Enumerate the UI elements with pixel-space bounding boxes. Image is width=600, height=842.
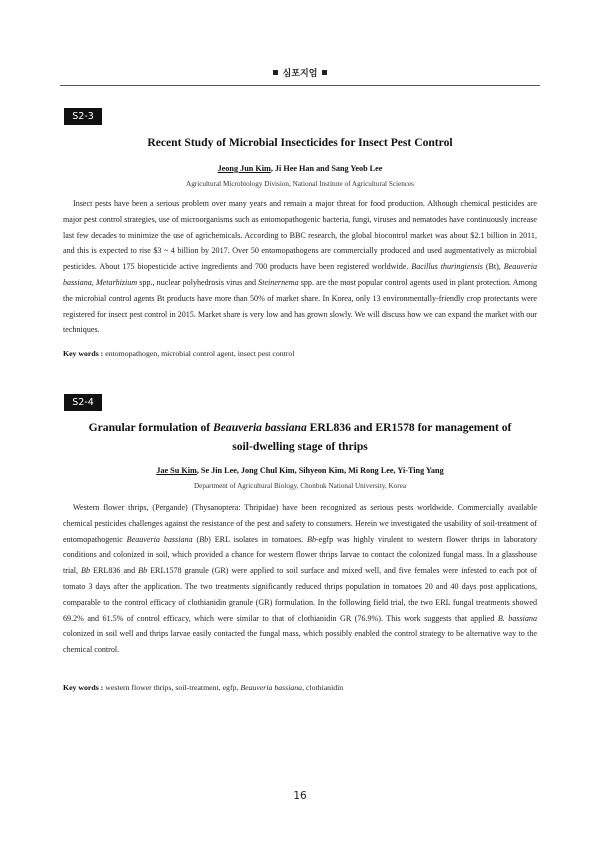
species-abbreviation: Bb <box>307 534 317 544</box>
paper-title <box>60 418 540 456</box>
title-text: soil-dwelling stage of thrips <box>232 440 368 453</box>
title-species: Beauveria bassiana <box>213 421 307 434</box>
abstract-text: , <box>91 277 96 287</box>
co-authors: , Se Jin Lee, Jong Chul Kim, Sihyeon Kim, Mi Rong Lee, Yi-Ting Yang <box>196 466 444 475</box>
session-tag: S2-3 <box>64 108 102 125</box>
abstract-text: Insect pests have been a serious problem over many years and remain a major threat for food production. Although chemical pesticides are major pest control strategies, use of microorganisms such as entomopathogenic bacteria, fungi, viruses and nematodes have continuously increase last few decades to minimize the use of agrichemicals. According to BBC research, the global biocontrol market was about $2.1 billion in 2011, and this is expected to rise $3 ~ 4 billion by 2017. Over 50 entomopathogens are commercially produced and used augmentatively as microbial pesticides. About 175 biopesticide active ingredients and 700 products have been registered worldwide. <box>63 199 537 272</box>
page-number: 16 <box>293 790 307 802</box>
abstract-text: (Bt), <box>482 262 504 272</box>
species-abbreviation: Bb <box>81 566 91 576</box>
co-authors: , Ji Hee Han and Sang Yeob Lee <box>270 164 383 173</box>
species-name: Bacillus thuringiensis <box>411 262 483 272</box>
keywords-species: Beauveria bassiana <box>240 683 303 692</box>
species-name: Steinernema <box>258 277 299 287</box>
affiliation: Department of Agricultural Biology, Chonbuk National University, Korea <box>193 482 407 490</box>
abstract-text: -egfp was highly virulent to western flower thrips in laboratory conditions and colonized in soil, which provided a chance for western flower thrips larvae to contact the colonized fungal mass. In a glasshouse trial, <box>63 534 538 576</box>
keywords <box>63 683 537 692</box>
keywords-text: entomopathogen, microbial control agent, insect pest control <box>103 349 295 358</box>
abstract-text: ERL836 and <box>90 566 139 576</box>
abstract-text: ) ERL isolates in tomatoes. <box>208 534 308 544</box>
abstract-text: ( <box>192 534 200 544</box>
author-list <box>60 164 540 173</box>
presenting-author: Jae Su Kim <box>156 466 197 475</box>
keywords-text: western flower thrips, soil-treatment, egfp, <box>103 683 241 692</box>
presenting-author: Jeong Jun Kim <box>217 164 271 173</box>
title-text: Granular formulation of <box>88 421 214 434</box>
abstract-text: colonized in soil well and thrips larvae easily contacted the fungal mass, which possibly enabled the control strategy to be alternative way to the chemical control. <box>63 629 537 655</box>
session-tag: S2-4 <box>64 394 102 411</box>
abstract-text: spp., nuclear polyhedrosis virus and <box>137 277 259 287</box>
species-name: Beauveria bassiana <box>126 534 193 544</box>
running-header <box>0 66 600 79</box>
species-abbreviation: Bb <box>138 566 148 576</box>
abstract-text: spp. are the most popular control agents used in plant protection. Among the microbial control agents Bt products have more than 50% of market share. In Korea, only 13 environmentally-friendly crop protectants were registered for insect pest control in 2015. Market share is very low and has grown slowly. We will discuss how we can expand the market with our techniques. <box>63 277 537 335</box>
header-rule <box>60 85 540 86</box>
square-bullet-icon <box>322 70 327 75</box>
species-name: B. bassiana <box>497 613 537 623</box>
affiliation: Agricultural Microbiology Division, National Institute of Agricultural Sciences <box>186 180 414 188</box>
species-name: Metarhizium <box>95 277 138 287</box>
title-text: ERL836 and ER1578 for management of <box>306 421 512 434</box>
square-bullet-icon <box>273 70 278 75</box>
paper-title: Recent Study of Microbial Insecticides for Insect Pest Control <box>147 136 453 149</box>
section-title: 심포지엄 <box>282 69 318 79</box>
keywords <box>63 349 537 358</box>
keywords-label: Key words : <box>63 683 104 692</box>
abstract <box>63 196 537 338</box>
abstract <box>63 500 537 658</box>
abstract-text: Western flower thrips, (Pergande) (Thysanoptera: Thripidae) have been recognized as serious pests worldwide. Commercially available chemical pesticides challenges against the resistance of the pest and safety to consumers. Herein we investigated the usability of soil-treatment of entomopathogenic <box>63 503 537 544</box>
species-abbreviation: Bb <box>199 534 209 544</box>
keywords-text: , clothianidin <box>302 683 344 692</box>
species-name: Beauveria bassiana <box>63 262 538 287</box>
author-list <box>60 466 540 475</box>
abstract-text: ERL1578 granule (GR) were applied to soil surface and mixed well, and five females were infested to each pot of tomato 3 days after the application. The two treatments significantly reduced thrips population in tomatoes 20 and 40 days post applications, comparable to the control efficacy of clothianidin granule (GR) formulation. In the following field trial, the two ERL fungal treatments showed 69.2% and 61.5% of control efficacy, which were similar to that of clothianidin GR (76.9%). This work suggests that applied <box>63 566 537 623</box>
keywords-label: Key words : <box>63 349 104 358</box>
